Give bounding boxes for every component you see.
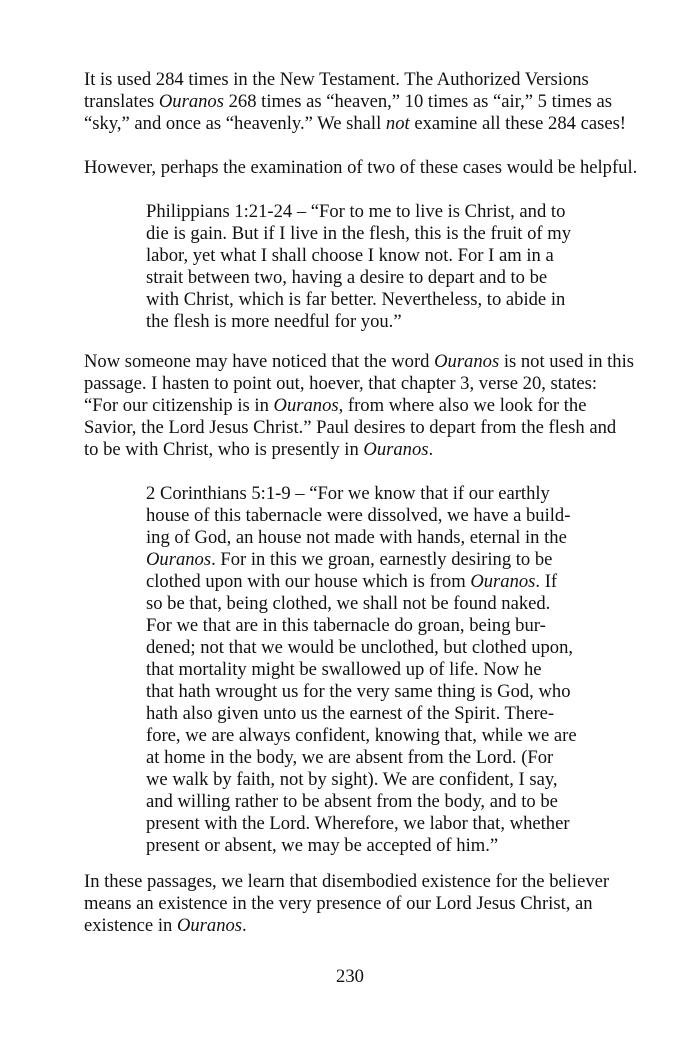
text-run: . [428,439,434,460]
text-line [146,835,606,857]
text-line [146,223,606,245]
italic-term: Ouranos [158,91,224,112]
text-line [84,417,644,439]
text-run: . If [535,571,558,592]
italic-term: Ouranos [470,571,536,592]
text-run: Philippians 1:21-24 – “For to me to live is Christ, and to [146,201,566,222]
text-line [146,201,606,223]
text-run: It is used 284 times in the New Testament. The Authorized Versions [84,69,589,90]
text-run: present or absent, we may be accepted of him.” [146,835,499,856]
text-run: is not used in this [499,351,635,372]
italic-term: Ouranos [176,915,243,936]
text-run: However, perhaps the examination of two of these cases would be helpful. [84,157,638,178]
paragraph-conclusion [84,871,644,937]
text-line [146,483,606,505]
text-run: In these passages, we learn that disembodied existence for the believer [84,871,610,892]
text-run: 2 Corinthians 5:1-9 – “For we know that if our earthly [146,483,550,504]
text-line [146,703,606,725]
text-run: 268 times as “heaven,” 10 times as “air,” 5 times as [223,91,613,112]
text-run: existence in [84,915,177,936]
text-line [146,289,606,311]
text-run: “For our citizenship is in [84,395,274,416]
text-line [146,593,606,615]
text-run: “sky,” and once as “heavenly.” We shall [84,113,386,134]
text-run: . For in this we groan, earnestly desiring to be [211,549,553,570]
text-run: so be that, being clothed, we shall not be found naked. [146,593,551,614]
italic-term: Ouranos [273,395,339,416]
text-run: house of this tabernacle were dissolved, we have a build- [146,505,571,526]
text-run: labor, yet what I shall choose I know not. For I am in a [146,245,554,266]
text-line [146,681,606,703]
text-line [146,505,606,527]
text-line [84,871,644,893]
text-line [146,527,606,549]
text-line [84,157,644,179]
text-line [146,549,606,571]
italic-term: Ouranos [363,439,429,460]
text-line [146,615,606,637]
text-run: strait between two, having a desire to depart and to be [146,267,548,288]
text-line [146,267,606,289]
text-run: means an existence in the very presence of our Lord Jesus Christ, an [84,893,593,914]
text-line [146,725,606,747]
text-line [84,91,644,113]
text-line [84,395,644,417]
italic-term: Ouranos [146,549,212,570]
text-run: ing of God, an house not made with hands, eternal in the [146,527,567,548]
text-run: hath also given unto us the earnest of the Spirit. There- [146,703,555,724]
text-run: dened; not that we would be unclothed, but clothed upon, [146,637,574,658]
text-line [146,637,606,659]
italic-term: Ouranos [434,351,500,372]
text-run: clothed upon with our house which is from [146,571,471,592]
text-run: with Christ, which is far better. Nevertheless, to abide in [146,289,566,310]
text-run: and willing rather to be absent from the body, and to be [146,791,558,812]
text-run: . [242,915,247,936]
text-run: the flesh is more needful for you.” [146,311,402,332]
paragraph-intro-examination [84,157,644,179]
quote-corinthians [146,483,606,857]
italic-term: not [385,113,410,134]
text-line [146,311,606,333]
text-run: translates [84,91,159,112]
text-line [84,439,644,461]
text-line [84,373,644,395]
text-run: to be with Christ, who is presently in [84,439,364,460]
text-run: For we that are in this tabernacle do groan, being bur- [146,615,546,636]
text-run: Savior, the Lord Jesus Christ.” Paul desires to depart from the flesh and [84,417,617,438]
text-run: die is gain. But if I live in the flesh, this is the fruit of my [146,223,572,244]
text-run: , from where also we look for the [338,395,587,416]
text-line [146,245,606,267]
text-run: we walk by faith, not by sight). We are confident, I say, [146,769,558,790]
text-line [146,813,606,835]
quote-philippians [146,201,606,333]
text-line [84,915,644,937]
text-line [84,113,644,135]
text-run: passage. I hasten to point out, hoever, that chapter 3, verse 20, states: [84,373,598,394]
text-line [146,571,606,593]
text-run: that mortality might be swallowed up of life. Now he [146,659,542,680]
paragraph-usage-counts [84,69,644,135]
text-line [84,69,644,91]
text-run: fore, we are always confident, knowing that, while we are [146,725,577,746]
text-line [146,791,606,813]
text-line [84,893,644,915]
text-run: present with the Lord. Wherefore, we labor that, whether [146,813,570,834]
text-line [84,351,644,373]
text-run: at home in the body, we are absent from the Lord. (For [146,747,554,768]
text-run: Now someone may have noticed that the word [84,351,435,372]
text-run: that hath wrought us for the very same thing is God, who [146,681,571,702]
text-line [146,747,606,769]
text-line [146,659,606,681]
page-number: 230 [336,966,364,987]
text-line [146,769,606,791]
text-run: examine all these 284 cases! [409,113,626,134]
paragraph-ouranos-citizenship [84,351,644,461]
